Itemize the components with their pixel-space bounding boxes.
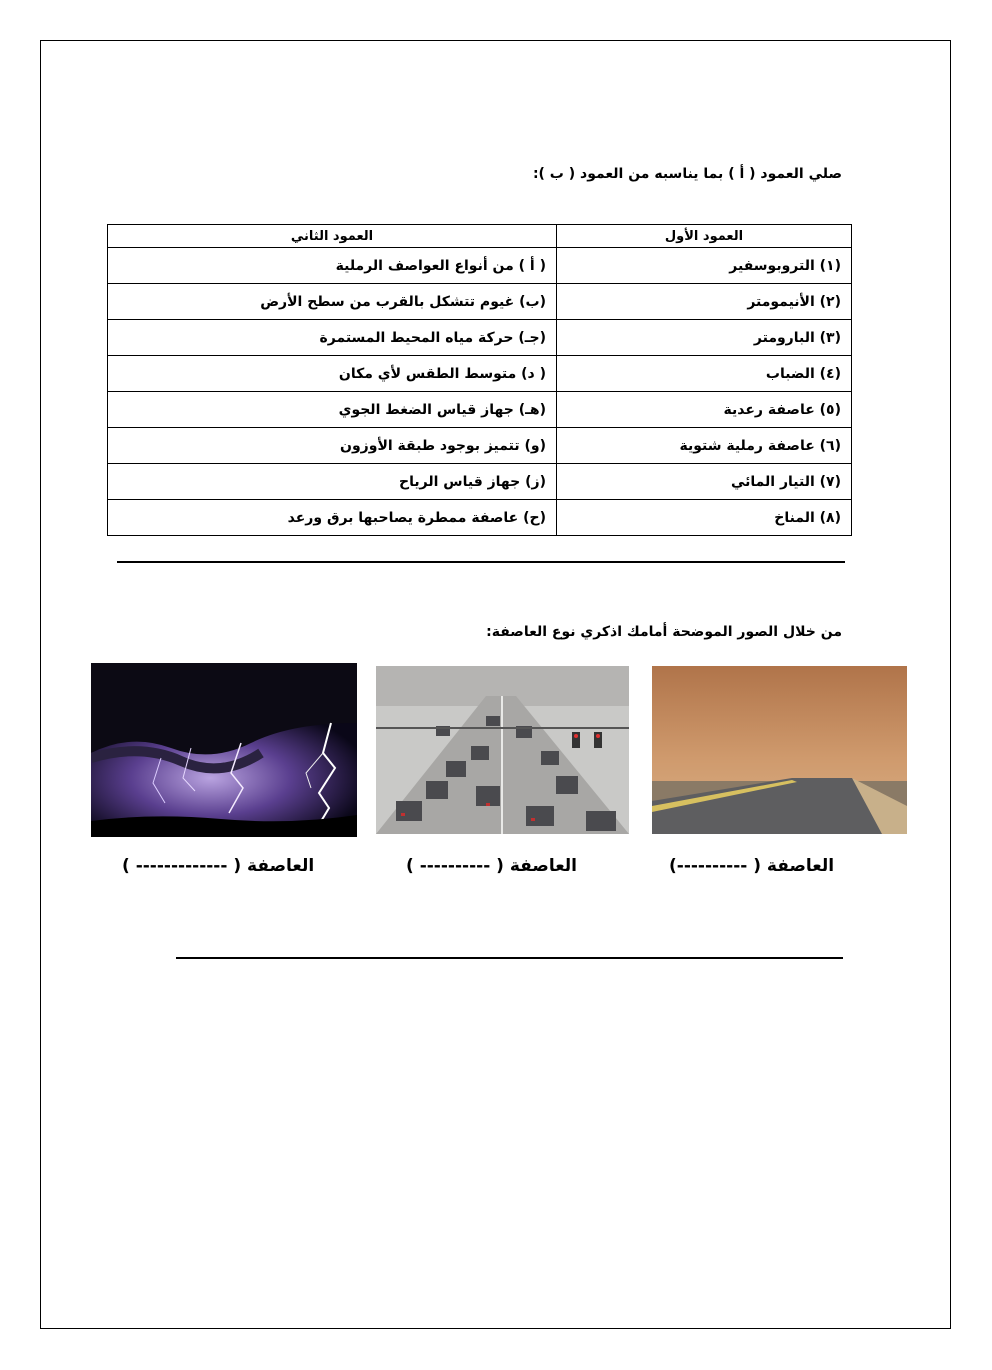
table-row xyxy=(108,356,852,392)
answer-blank-3[interactable]: العاصفة ( ------------- ) xyxy=(122,856,315,876)
column-b-cell: (ب) غيوم تتشكل بالقرب من سطح الأرض xyxy=(108,284,557,320)
column-b-cell: (و) تتميز بوجود طبقة الأوزون xyxy=(108,428,557,464)
column-a-header: العمود الأول xyxy=(557,225,852,248)
table-row xyxy=(108,320,852,356)
column-b-cell: (ح) عاصفة ممطرة يصاحبها برق ورعد xyxy=(108,500,557,536)
table-row xyxy=(108,248,852,284)
column-a-cell: (٥) عاصفة رعدية xyxy=(557,392,852,428)
answer-blank-1[interactable]: العاصفة ( ----------) xyxy=(669,856,835,876)
column-a-cell: (٤) الضباب xyxy=(557,356,852,392)
column-b-cell: (ز) جهاز قياس الرياح xyxy=(108,464,557,500)
column-b-cell: (هـ) جهاز قياس الضغط الجوي xyxy=(108,392,557,428)
column-a-cell: (٦) عاصفة رملية شتوية xyxy=(557,428,852,464)
divider-line xyxy=(176,957,843,959)
column-a-cell: (٨) المناخ xyxy=(557,500,852,536)
table-row xyxy=(108,392,852,428)
column-a-cell: (٢) الأنيمومتر xyxy=(557,284,852,320)
column-a-cell: (٧) التيار المائي xyxy=(557,464,852,500)
thunderstorm-photo xyxy=(91,663,357,837)
column-b-cell: (جـ) حركة مياه المحيط المستمرة xyxy=(108,320,557,356)
table-row xyxy=(108,464,852,500)
answer-blank-2[interactable]: العاصفة ( ---------- ) xyxy=(406,856,578,876)
column-a-cell: (٣) البارومتر xyxy=(557,320,852,356)
question-2-title: من خلال الصور الموضحة أمامك اذكري نوع العاصفة: xyxy=(486,624,842,640)
sandstorm-photo xyxy=(652,666,907,834)
column-b-header: العمود الثاني xyxy=(108,225,557,248)
column-b-cell: ( أ ) من أنواع العواصف الرملية xyxy=(108,248,557,284)
question-1-title: صلي العمود ( أ ) بما يناسبه من العمود ( ب ): xyxy=(532,166,842,182)
snowstorm-photo xyxy=(376,666,629,834)
table-row xyxy=(108,500,852,536)
table-row xyxy=(108,428,852,464)
table-header-row xyxy=(108,225,852,248)
column-a-cell: (١) التروبوسفير xyxy=(557,248,852,284)
column-b-cell: ( د) متوسط الطقس لأي مكان xyxy=(108,356,557,392)
matching-table xyxy=(107,224,852,536)
table-row xyxy=(108,284,852,320)
divider-line xyxy=(117,561,845,563)
